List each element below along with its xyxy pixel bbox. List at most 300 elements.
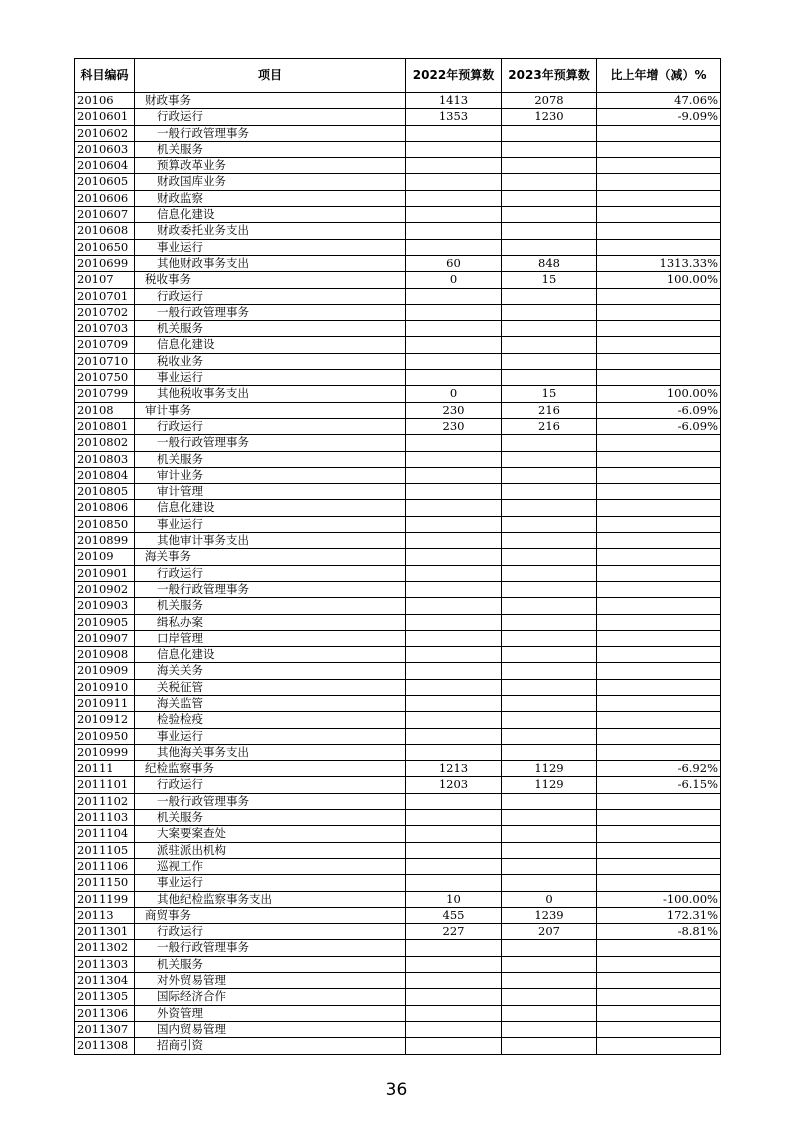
table-row bbox=[75, 891, 721, 907]
budget-2023-cell bbox=[502, 1021, 597, 1037]
item-name-cell: 机关服务 bbox=[135, 141, 406, 157]
budget-2023-cell: 216 bbox=[502, 402, 597, 418]
change-percent-cell: -6.92% bbox=[597, 761, 721, 777]
budget-2022-cell: 227 bbox=[406, 924, 502, 940]
change-percent-cell: -9.09% bbox=[597, 109, 721, 125]
budget-2023-cell bbox=[502, 288, 597, 304]
item-name-cell: 财政事务 bbox=[135, 93, 406, 109]
budget-2022-cell bbox=[406, 141, 502, 157]
item-name-cell: 行政运行 bbox=[135, 777, 406, 793]
item-name-cell: 税收事务 bbox=[135, 272, 406, 288]
item-name-cell: 其他海关事务支出 bbox=[135, 744, 406, 760]
table-row bbox=[75, 174, 721, 190]
code-cell: 2011308 bbox=[75, 1038, 135, 1054]
budget-2022-cell bbox=[406, 630, 502, 646]
table-row bbox=[75, 321, 721, 337]
page-number: 36 bbox=[385, 1080, 408, 1100]
item-name-cell: 一般行政管理事务 bbox=[135, 304, 406, 320]
table-row bbox=[75, 141, 721, 157]
change-percent-cell bbox=[597, 956, 721, 972]
table-row bbox=[75, 565, 721, 581]
change-percent-cell bbox=[597, 712, 721, 728]
budget-2023-cell: 1129 bbox=[502, 777, 597, 793]
table-row bbox=[75, 744, 721, 760]
budget-2023-cell bbox=[502, 353, 597, 369]
budget-2022-cell bbox=[406, 695, 502, 711]
item-name-cell: 财政委托业务支出 bbox=[135, 223, 406, 239]
change-percent-cell bbox=[597, 1005, 721, 1021]
code-cell: 2010806 bbox=[75, 500, 135, 516]
table-row bbox=[75, 402, 721, 418]
change-percent-cell bbox=[597, 484, 721, 500]
budget-2023-cell bbox=[502, 793, 597, 809]
change-percent-cell bbox=[597, 174, 721, 190]
code-cell: 2010608 bbox=[75, 223, 135, 239]
budget-2022-cell bbox=[406, 190, 502, 206]
budget-2022-cell bbox=[406, 288, 502, 304]
change-percent-cell bbox=[597, 1038, 721, 1054]
table-row bbox=[75, 484, 721, 500]
change-percent-cell: -6.09% bbox=[597, 402, 721, 418]
budget-2023-cell bbox=[502, 223, 597, 239]
table-row bbox=[75, 614, 721, 630]
table-row bbox=[75, 109, 721, 125]
item-name-cell: 机关服务 bbox=[135, 598, 406, 614]
code-cell: 2011303 bbox=[75, 956, 135, 972]
change-percent-cell bbox=[597, 467, 721, 483]
change-percent-cell: -100.00% bbox=[597, 891, 721, 907]
budget-2023-cell bbox=[502, 1005, 597, 1021]
code-cell: 2010709 bbox=[75, 337, 135, 353]
budget-2023-cell bbox=[502, 239, 597, 255]
table-row bbox=[75, 467, 721, 483]
budget-2023-cell bbox=[502, 810, 597, 826]
header-budget-2022: 2022年预算数 bbox=[406, 59, 502, 93]
change-percent-cell bbox=[597, 549, 721, 565]
change-percent-cell bbox=[597, 973, 721, 989]
table-row bbox=[75, 516, 721, 532]
budget-2022-cell bbox=[406, 223, 502, 239]
code-cell: 2011106 bbox=[75, 858, 135, 874]
budget-2023-cell bbox=[502, 842, 597, 858]
code-cell: 2010910 bbox=[75, 679, 135, 695]
change-percent-cell bbox=[597, 581, 721, 597]
change-percent-cell bbox=[597, 842, 721, 858]
budget-2022-cell bbox=[406, 467, 502, 483]
table-row bbox=[75, 125, 721, 141]
code-cell: 2010703 bbox=[75, 321, 135, 337]
item-name-cell: 审计事务 bbox=[135, 402, 406, 418]
budget-2022-cell bbox=[406, 842, 502, 858]
budget-2022-cell bbox=[406, 956, 502, 972]
change-percent-cell bbox=[597, 858, 721, 874]
item-name-cell: 巡视工作 bbox=[135, 858, 406, 874]
budget-2022-cell bbox=[406, 451, 502, 467]
budget-2022-cell bbox=[406, 647, 502, 663]
table-row bbox=[75, 386, 721, 402]
budget-2023-cell bbox=[502, 533, 597, 549]
table-row bbox=[75, 435, 721, 451]
budget-2022-cell: 455 bbox=[406, 907, 502, 923]
code-cell: 2010801 bbox=[75, 418, 135, 434]
change-percent-cell: -8.81% bbox=[597, 924, 721, 940]
table-row bbox=[75, 761, 721, 777]
budget-2022-cell bbox=[406, 614, 502, 630]
budget-2022-cell bbox=[406, 158, 502, 174]
table-row bbox=[75, 810, 721, 826]
change-percent-cell bbox=[597, 239, 721, 255]
change-percent-cell bbox=[597, 158, 721, 174]
budget-2022-cell bbox=[406, 973, 502, 989]
table-row bbox=[75, 728, 721, 744]
table-row bbox=[75, 418, 721, 434]
code-cell: 2010909 bbox=[75, 663, 135, 679]
change-percent-cell: 100.00% bbox=[597, 272, 721, 288]
budget-2022-cell bbox=[406, 989, 502, 1005]
change-percent-cell bbox=[597, 630, 721, 646]
budget-2022-cell: 1213 bbox=[406, 761, 502, 777]
table-row bbox=[75, 989, 721, 1005]
budget-2023-cell bbox=[502, 125, 597, 141]
code-cell: 20108 bbox=[75, 402, 135, 418]
budget-2023-cell bbox=[502, 679, 597, 695]
code-cell: 20106 bbox=[75, 93, 135, 109]
item-name-cell: 审计管理 bbox=[135, 484, 406, 500]
code-cell: 2010606 bbox=[75, 190, 135, 206]
change-percent-cell: 1313.33% bbox=[597, 255, 721, 271]
budget-2022-cell bbox=[406, 484, 502, 500]
code-cell: 20107 bbox=[75, 272, 135, 288]
table-row bbox=[75, 93, 721, 109]
item-name-cell: 对外贸易管理 bbox=[135, 973, 406, 989]
table-row bbox=[75, 158, 721, 174]
item-name-cell: 行政运行 bbox=[135, 109, 406, 125]
item-name-cell: 税收业务 bbox=[135, 353, 406, 369]
code-cell: 2011199 bbox=[75, 891, 135, 907]
change-percent-cell bbox=[597, 598, 721, 614]
budget-2023-cell bbox=[502, 207, 597, 223]
code-cell: 2010607 bbox=[75, 207, 135, 223]
table-row bbox=[75, 500, 721, 516]
item-name-cell: 派驻派出机构 bbox=[135, 842, 406, 858]
budget-2022-cell bbox=[406, 370, 502, 386]
item-name-cell: 外资管理 bbox=[135, 1005, 406, 1021]
budget-2023-cell bbox=[502, 826, 597, 842]
item-name-cell: 一般行政管理事务 bbox=[135, 581, 406, 597]
code-cell: 2010912 bbox=[75, 712, 135, 728]
code-cell: 2011150 bbox=[75, 875, 135, 891]
item-name-cell: 机关服务 bbox=[135, 321, 406, 337]
budget-2023-cell bbox=[502, 989, 597, 1005]
budget-2022-cell bbox=[406, 516, 502, 532]
code-cell: 2010603 bbox=[75, 141, 135, 157]
budget-2023-cell: 2078 bbox=[502, 93, 597, 109]
budget-2022-cell bbox=[406, 353, 502, 369]
code-cell: 2011304 bbox=[75, 973, 135, 989]
change-percent-cell bbox=[597, 125, 721, 141]
budget-2023-cell bbox=[502, 158, 597, 174]
table-row bbox=[75, 777, 721, 793]
budget-2022-cell bbox=[406, 940, 502, 956]
code-cell: 2011302 bbox=[75, 940, 135, 956]
table-row bbox=[75, 712, 721, 728]
budget-2023-cell bbox=[502, 190, 597, 206]
table-header-row bbox=[75, 59, 721, 93]
change-percent-cell: 172.31% bbox=[597, 907, 721, 923]
budget-2023-cell bbox=[502, 174, 597, 190]
budget-2022-cell bbox=[406, 875, 502, 891]
code-cell: 2010999 bbox=[75, 744, 135, 760]
item-name-cell: 其他纪检监察事务支出 bbox=[135, 891, 406, 907]
budget-2022-cell bbox=[406, 712, 502, 728]
budget-2023-cell bbox=[502, 500, 597, 516]
change-percent-cell: 100.00% bbox=[597, 386, 721, 402]
table-row bbox=[75, 207, 721, 223]
budget-2022-cell bbox=[406, 793, 502, 809]
budget-2023-cell bbox=[502, 141, 597, 157]
code-cell: 2010702 bbox=[75, 304, 135, 320]
budget-2022-cell bbox=[406, 1005, 502, 1021]
change-percent-cell bbox=[597, 826, 721, 842]
item-name-cell: 其他税收事务支出 bbox=[135, 386, 406, 402]
code-cell: 2010605 bbox=[75, 174, 135, 190]
budget-2023-cell bbox=[502, 712, 597, 728]
budget-2023-cell bbox=[502, 875, 597, 891]
table-row bbox=[75, 1021, 721, 1037]
item-name-cell: 缉私办案 bbox=[135, 614, 406, 630]
budget-2022-cell bbox=[406, 549, 502, 565]
change-percent-cell bbox=[597, 500, 721, 516]
item-name-cell: 一般行政管理事务 bbox=[135, 435, 406, 451]
item-name-cell: 其他审计事务支出 bbox=[135, 533, 406, 549]
change-percent-cell bbox=[597, 451, 721, 467]
budget-2023-cell bbox=[502, 647, 597, 663]
item-name-cell: 机关服务 bbox=[135, 810, 406, 826]
budget-2022-cell bbox=[406, 826, 502, 842]
item-name-cell: 行政运行 bbox=[135, 418, 406, 434]
table-row bbox=[75, 549, 721, 565]
change-percent-cell bbox=[597, 793, 721, 809]
budget-2022-cell bbox=[406, 533, 502, 549]
change-percent-cell bbox=[597, 565, 721, 581]
budget-2022-cell: 1203 bbox=[406, 777, 502, 793]
code-cell: 2010804 bbox=[75, 467, 135, 483]
code-cell: 2010850 bbox=[75, 516, 135, 532]
change-percent-cell bbox=[597, 304, 721, 320]
budget-2022-cell: 230 bbox=[406, 418, 502, 434]
budget-2023-cell bbox=[502, 858, 597, 874]
budget-2023-cell bbox=[502, 744, 597, 760]
change-percent-cell bbox=[597, 321, 721, 337]
budget-2022-cell bbox=[406, 1021, 502, 1037]
item-name-cell: 财政监察 bbox=[135, 190, 406, 206]
change-percent-cell: -6.15% bbox=[597, 777, 721, 793]
item-name-cell: 一般行政管理事务 bbox=[135, 940, 406, 956]
table-row bbox=[75, 793, 721, 809]
change-percent-cell bbox=[597, 516, 721, 532]
item-name-cell: 事业运行 bbox=[135, 370, 406, 386]
budget-2022-cell bbox=[406, 1038, 502, 1054]
budget-2023-cell bbox=[502, 516, 597, 532]
item-name-cell: 关税征管 bbox=[135, 679, 406, 695]
budget-2022-cell bbox=[406, 304, 502, 320]
budget-2023-cell bbox=[502, 337, 597, 353]
change-percent-cell bbox=[597, 533, 721, 549]
table-row bbox=[75, 973, 721, 989]
budget-2022-cell bbox=[406, 679, 502, 695]
change-percent-cell bbox=[597, 663, 721, 679]
budget-2023-cell bbox=[502, 467, 597, 483]
code-cell: 2011306 bbox=[75, 1005, 135, 1021]
item-name-cell: 行政运行 bbox=[135, 288, 406, 304]
item-name-cell: 预算改革业务 bbox=[135, 158, 406, 174]
code-cell: 2010701 bbox=[75, 288, 135, 304]
table-row bbox=[75, 679, 721, 695]
budget-2023-cell bbox=[502, 549, 597, 565]
budget-2023-cell bbox=[502, 435, 597, 451]
budget-2023-cell bbox=[502, 321, 597, 337]
item-name-cell: 一般行政管理事务 bbox=[135, 793, 406, 809]
code-cell: 2010750 bbox=[75, 370, 135, 386]
budget-2022-cell: 10 bbox=[406, 891, 502, 907]
table-row bbox=[75, 255, 721, 271]
change-percent-cell bbox=[597, 207, 721, 223]
table-row bbox=[75, 353, 721, 369]
code-cell: 2010805 bbox=[75, 484, 135, 500]
table-row bbox=[75, 695, 721, 711]
header-item: 项目 bbox=[135, 59, 406, 93]
code-cell: 2011305 bbox=[75, 989, 135, 1005]
code-cell: 2010950 bbox=[75, 728, 135, 744]
table-row bbox=[75, 598, 721, 614]
change-percent-cell bbox=[597, 695, 721, 711]
budget-2022-cell: 1353 bbox=[406, 109, 502, 125]
budget-2023-cell bbox=[502, 630, 597, 646]
item-name-cell: 纪检监察事务 bbox=[135, 761, 406, 777]
item-name-cell: 事业运行 bbox=[135, 875, 406, 891]
budget-2023-cell: 848 bbox=[502, 255, 597, 271]
budget-2022-cell bbox=[406, 598, 502, 614]
table-row bbox=[75, 1005, 721, 1021]
code-cell: 2010601 bbox=[75, 109, 135, 125]
item-name-cell: 其他财政事务支出 bbox=[135, 255, 406, 271]
item-name-cell: 机关服务 bbox=[135, 956, 406, 972]
change-percent-cell bbox=[597, 647, 721, 663]
budget-2023-cell: 207 bbox=[502, 924, 597, 940]
item-name-cell: 事业运行 bbox=[135, 728, 406, 744]
budget-2023-cell bbox=[502, 614, 597, 630]
code-cell: 2011307 bbox=[75, 1021, 135, 1037]
table-row bbox=[75, 190, 721, 206]
table-row bbox=[75, 451, 721, 467]
code-cell: 2010907 bbox=[75, 630, 135, 646]
code-cell: 2010902 bbox=[75, 581, 135, 597]
table-row bbox=[75, 842, 721, 858]
budget-2022-cell bbox=[406, 207, 502, 223]
budget-2022-cell bbox=[406, 125, 502, 141]
item-name-cell: 事业运行 bbox=[135, 516, 406, 532]
budget-2023-cell bbox=[502, 304, 597, 320]
change-percent-cell: -6.09% bbox=[597, 418, 721, 434]
budget-2023-cell: 0 bbox=[502, 891, 597, 907]
change-percent-cell bbox=[597, 370, 721, 386]
item-name-cell: 信息化建设 bbox=[135, 207, 406, 223]
table-row bbox=[75, 239, 721, 255]
item-name-cell: 行政运行 bbox=[135, 924, 406, 940]
change-percent-cell bbox=[597, 810, 721, 826]
budget-2023-cell bbox=[502, 940, 597, 956]
budget-2023-cell bbox=[502, 581, 597, 597]
budget-2022-cell bbox=[406, 337, 502, 353]
budget-2022-cell: 1413 bbox=[406, 93, 502, 109]
item-name-cell: 一般行政管理事务 bbox=[135, 125, 406, 141]
code-cell: 20109 bbox=[75, 549, 135, 565]
code-cell: 20111 bbox=[75, 761, 135, 777]
change-percent-cell bbox=[597, 744, 721, 760]
change-percent-cell bbox=[597, 1021, 721, 1037]
item-name-cell: 海关事务 bbox=[135, 549, 406, 565]
budget-2022-cell bbox=[406, 239, 502, 255]
budget-2023-cell bbox=[502, 956, 597, 972]
budget-2022-cell: 230 bbox=[406, 402, 502, 418]
table-body bbox=[75, 93, 721, 1055]
item-name-cell: 信息化建设 bbox=[135, 500, 406, 516]
code-cell: 2010908 bbox=[75, 647, 135, 663]
code-cell: 2010905 bbox=[75, 614, 135, 630]
item-name-cell: 信息化建设 bbox=[135, 647, 406, 663]
budget-2022-cell bbox=[406, 728, 502, 744]
change-percent-cell bbox=[597, 141, 721, 157]
code-cell: 2010803 bbox=[75, 451, 135, 467]
code-cell: 2010901 bbox=[75, 565, 135, 581]
code-cell: 2010903 bbox=[75, 598, 135, 614]
budget-table bbox=[74, 58, 721, 1055]
code-cell: 2010802 bbox=[75, 435, 135, 451]
table-row bbox=[75, 630, 721, 646]
table-row bbox=[75, 826, 721, 842]
item-name-cell: 审计业务 bbox=[135, 467, 406, 483]
budget-2023-cell bbox=[502, 598, 597, 614]
budget-2023-cell bbox=[502, 451, 597, 467]
table-row bbox=[75, 647, 721, 663]
item-name-cell: 财政国库业务 bbox=[135, 174, 406, 190]
budget-2023-cell bbox=[502, 728, 597, 744]
change-percent-cell bbox=[597, 435, 721, 451]
code-cell: 2011102 bbox=[75, 793, 135, 809]
item-name-cell: 海关关务 bbox=[135, 663, 406, 679]
budget-2023-cell: 1129 bbox=[502, 761, 597, 777]
budget-2023-cell bbox=[502, 973, 597, 989]
budget-2022-cell bbox=[406, 581, 502, 597]
budget-2023-cell bbox=[502, 565, 597, 581]
item-name-cell: 检验检疫 bbox=[135, 712, 406, 728]
table-row bbox=[75, 581, 721, 597]
table-row bbox=[75, 956, 721, 972]
item-name-cell: 国际经济合作 bbox=[135, 989, 406, 1005]
budget-2022-cell bbox=[406, 858, 502, 874]
table-row bbox=[75, 370, 721, 386]
code-cell: 2011103 bbox=[75, 810, 135, 826]
table-row bbox=[75, 272, 721, 288]
header-code: 科目编码 bbox=[75, 59, 135, 93]
item-name-cell: 大案要案查处 bbox=[135, 826, 406, 842]
change-percent-cell bbox=[597, 223, 721, 239]
item-name-cell: 招商引资 bbox=[135, 1038, 406, 1054]
budget-2022-cell bbox=[406, 810, 502, 826]
budget-2023-cell: 1230 bbox=[502, 109, 597, 125]
budget-2023-cell bbox=[502, 663, 597, 679]
change-percent-cell bbox=[597, 190, 721, 206]
